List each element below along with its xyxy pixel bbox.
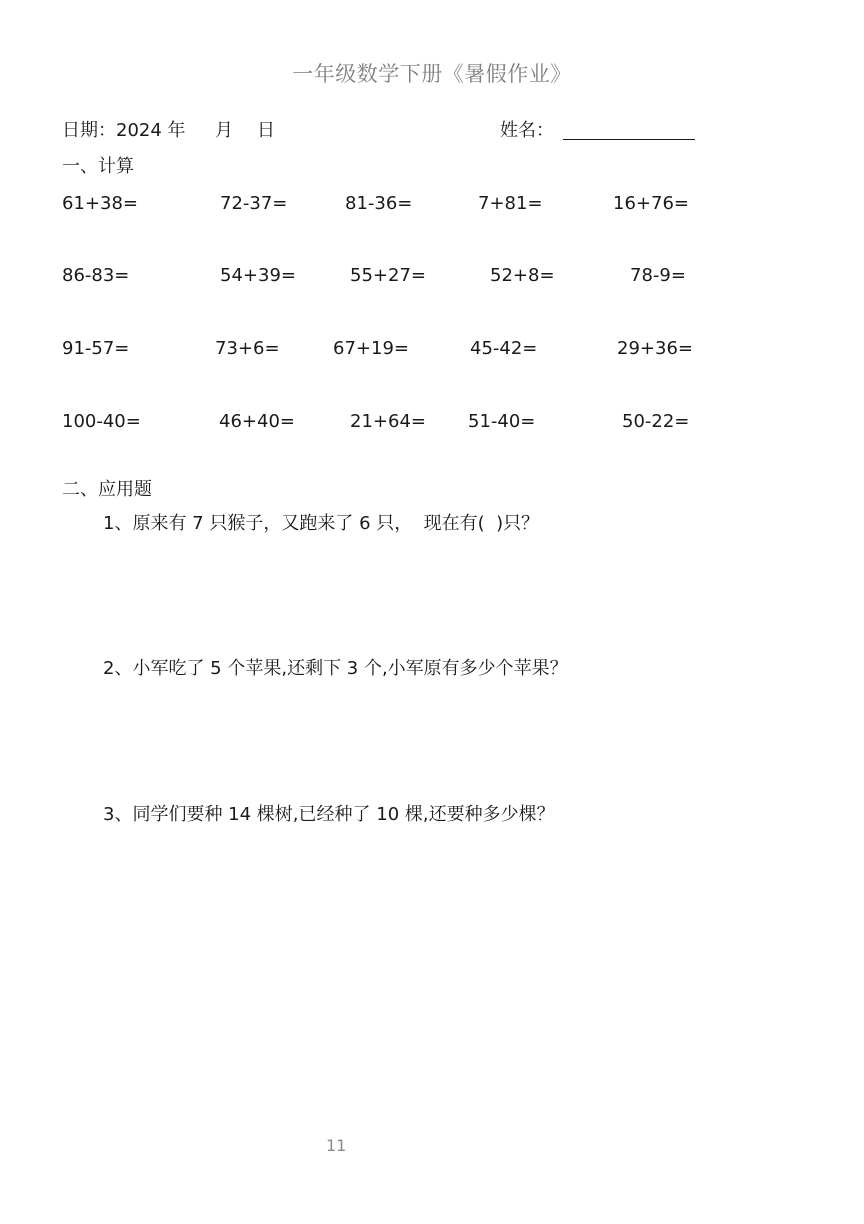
calc-problem: 16+76= [613, 193, 689, 214]
calc-problem: 21+64= [350, 411, 426, 432]
calc-problem: 55+27= [350, 265, 426, 286]
month-label: 月 [215, 120, 233, 141]
section1-heading: 一、计算 [62, 156, 134, 177]
calc-problem: 7+81= [478, 193, 543, 214]
page-title: 一年级数学下册《暑假作业》 [292, 62, 572, 86]
calc-problem: 100-40= [62, 411, 141, 432]
calc-problem: 86-83= [62, 265, 130, 286]
word-problem-2: 2、小军吃了 5 个苹果,还剩下 3 个,小军原有多少个苹果？ [103, 658, 568, 679]
calc-problem: 72-37= [220, 193, 288, 214]
calc-problem: 46+40= [219, 411, 295, 432]
calc-problem: 73+6= [215, 338, 280, 359]
calc-problem: 78-9= [630, 265, 686, 286]
calc-problem: 45-42= [470, 338, 538, 359]
calc-problem: 51-40= [468, 411, 536, 432]
calc-problem: 52+8= [490, 265, 555, 286]
calc-problem: 67+19= [333, 338, 409, 359]
date-label: 日期：2024 年 [62, 120, 186, 141]
name-label: 姓名： [500, 120, 554, 141]
calc-problem: 81-36= [345, 193, 413, 214]
section2-heading: 二、应用题 [62, 479, 152, 500]
name-blank-line [563, 139, 695, 140]
word-problem-3: 3、同学们要种 14 棵树,已经种了 10 棵,还要种多少棵？ [103, 804, 555, 825]
word-problem-1: 1、原来有 7 只猴子，又跑来了 6 只， 现在有( )只？ [103, 513, 540, 534]
calc-problem: 61+38= [62, 193, 138, 214]
calc-problem: 29+36= [617, 338, 693, 359]
calc-problem: 91-57= [62, 338, 130, 359]
calc-problem: 54+39= [220, 265, 296, 286]
day-label: 日 [257, 120, 275, 141]
page-number: 11 [326, 1136, 347, 1155]
calc-problem: 50-22= [622, 411, 690, 432]
